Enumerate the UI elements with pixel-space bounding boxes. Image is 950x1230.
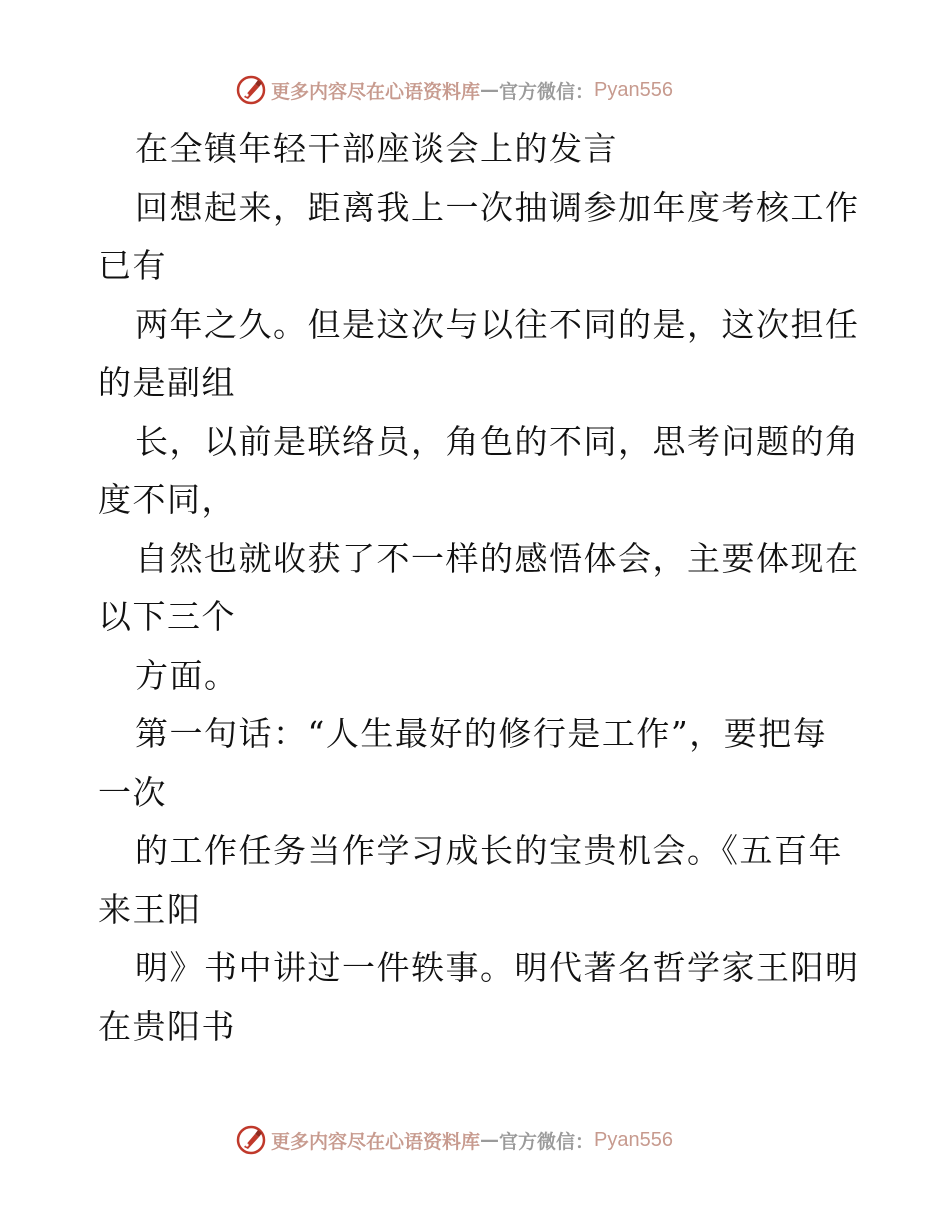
text-line: 已有 xyxy=(98,246,167,285)
footer-banner-dash: — xyxy=(480,1129,500,1151)
text-line: 回想起来，距离我上一次抽调参加年度考核工作 xyxy=(135,187,860,227)
text-line: 一次 xyxy=(98,772,167,812)
text-line: 来王阳 xyxy=(98,889,202,929)
text-line: 的工作任务当作学习成长的宝贵机会。《五百年 xyxy=(135,831,843,870)
text-line: 自然也就收获了不一样的感悟体会，主要体现在 xyxy=(135,538,860,578)
header-banner-sub-text: 官方微信： xyxy=(499,80,595,103)
text-line: 长，以前是联络员，角色的不同，思考问题的角 xyxy=(135,421,860,461)
footer-banner xyxy=(235,1122,673,1158)
footer-banner-wechat-id: Pyan556 xyxy=(594,1128,673,1151)
text-line: 明》书中讲过一件轶事。明代著名哲学家王阳明 xyxy=(135,948,860,987)
text-line: 的是副组 xyxy=(98,363,236,402)
document-body xyxy=(98,120,858,1056)
text-line: 以下三个 xyxy=(98,597,236,636)
document-title: 在全镇年轻干部座谈会上的发言 xyxy=(135,129,618,168)
text-line: 两年之久。但是这次与以往不同的是，这次担任 xyxy=(135,304,860,344)
footer-banner-main-text: 更多内容尽在心语资料库 xyxy=(271,1130,481,1153)
header-banner-dash: — xyxy=(480,79,500,101)
text-line: 在贵阳书 xyxy=(98,1006,236,1046)
text-line: 方面。 xyxy=(135,655,239,695)
pen-logo-icon xyxy=(235,74,267,106)
header-banner-wechat-id: Pyan556 xyxy=(594,78,673,101)
text-line: 第一句话：“人生最好的修行是工作”，要把每 xyxy=(135,714,828,753)
header-banner-main-text: 更多内容尽在心语资料库 xyxy=(271,80,481,103)
header-banner xyxy=(235,72,673,108)
text-line: 度不同， xyxy=(98,480,236,519)
footer-banner-sub-text: 官方微信： xyxy=(499,1130,595,1153)
pen-logo-icon xyxy=(235,1124,267,1156)
